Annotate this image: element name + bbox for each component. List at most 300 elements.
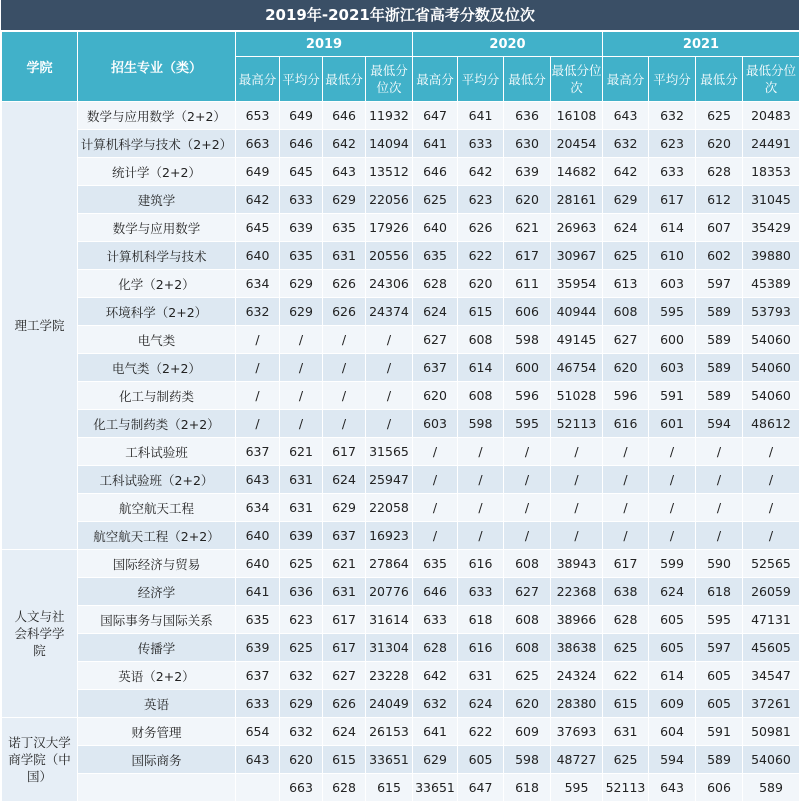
- score-cell: 628: [323, 774, 366, 802]
- score-cell: 654: [236, 718, 280, 746]
- score-cell: 624: [413, 298, 458, 326]
- score-cell: 20776: [366, 578, 413, 606]
- score-cell: 614: [649, 662, 696, 690]
- score-cell: /: [366, 354, 413, 382]
- score-cell: /: [236, 382, 280, 410]
- score-cell: 626: [323, 690, 366, 718]
- score-cell: 632: [413, 690, 458, 718]
- metric-header: 最低分: [323, 57, 366, 102]
- table-row: [2, 466, 800, 494]
- score-cell: 614: [458, 354, 504, 382]
- metric-header: 最低分位次: [551, 57, 603, 102]
- major-cell: 国际事务与国际关系: [78, 606, 236, 634]
- score-cell: 54060: [743, 326, 800, 354]
- table-row: [2, 578, 800, 606]
- score-cell: /: [551, 522, 603, 550]
- score-cell: /: [236, 410, 280, 438]
- score-cell: 625: [603, 242, 649, 270]
- metric-header: 平均分: [649, 57, 696, 102]
- score-cell: 608: [458, 326, 504, 354]
- score-cell: 618: [458, 606, 504, 634]
- score-cell: 589: [696, 326, 743, 354]
- score-cell: 589: [696, 382, 743, 410]
- score-cell: 609: [649, 690, 696, 718]
- score-cell: 620: [504, 186, 551, 214]
- score-cell: 617: [323, 606, 366, 634]
- score-cell: /: [649, 438, 696, 466]
- score-cell: /: [603, 494, 649, 522]
- score-cell: 31304: [366, 634, 413, 662]
- score-cell: 632: [603, 130, 649, 158]
- score-cell: 638: [603, 578, 649, 606]
- score-cell: /: [504, 522, 551, 550]
- score-cell: 616: [603, 410, 649, 438]
- score-cell: 639: [280, 214, 323, 242]
- score-cell: 622: [458, 718, 504, 746]
- score-cell: /: [649, 494, 696, 522]
- score-cell: 642: [323, 130, 366, 158]
- score-cell: 45605: [743, 634, 800, 662]
- score-cell: 628: [603, 606, 649, 634]
- score-cell: 640: [413, 214, 458, 242]
- score-cell: 53793: [743, 298, 800, 326]
- score-cell: 620: [603, 354, 649, 382]
- score-cell: 629: [413, 746, 458, 774]
- table-row: [2, 130, 800, 158]
- score-cell: 28380: [551, 690, 603, 718]
- score-cell: 618: [504, 774, 551, 802]
- score-cell: 621: [323, 550, 366, 578]
- major-cell: 建筑学: [78, 186, 236, 214]
- score-cell: 601: [649, 410, 696, 438]
- score-cell: 621: [504, 214, 551, 242]
- metric-header: 最低分位次: [366, 57, 413, 102]
- score-cell: 627: [603, 326, 649, 354]
- metric-header: 最高分: [413, 57, 458, 102]
- score-cell: /: [236, 354, 280, 382]
- score-cell: 613: [603, 270, 649, 298]
- score-cell: /: [236, 326, 280, 354]
- score-cell: 635: [413, 242, 458, 270]
- major-cell: 英语（2+2）: [78, 662, 236, 690]
- table-body: [2, 102, 800, 802]
- score-cell: 611: [504, 270, 551, 298]
- score-cell: 33651: [413, 774, 458, 802]
- score-cell: /: [603, 522, 649, 550]
- score-cell: 605: [696, 690, 743, 718]
- score-cell: 639: [504, 158, 551, 186]
- score-cell: /: [649, 522, 696, 550]
- score-cell: 38966: [551, 606, 603, 634]
- score-cell: /: [366, 410, 413, 438]
- score-cell: 629: [603, 186, 649, 214]
- score-cell: 615: [366, 774, 413, 802]
- score-cell: /: [366, 326, 413, 354]
- score-cell: /: [458, 494, 504, 522]
- score-cell: /: [458, 438, 504, 466]
- score-cell: 626: [458, 214, 504, 242]
- score-cell: 31614: [366, 606, 413, 634]
- score-cell: 46754: [551, 354, 603, 382]
- score-cell: 643: [323, 158, 366, 186]
- table-row: [2, 158, 800, 186]
- major-cell: 传播学: [78, 634, 236, 662]
- score-cell: 33651: [366, 746, 413, 774]
- score-cell: 632: [280, 718, 323, 746]
- table-row: [2, 634, 800, 662]
- score-cell: /: [743, 494, 800, 522]
- score-cell: 605: [458, 746, 504, 774]
- score-cell: 605: [649, 634, 696, 662]
- table-row: [2, 718, 800, 746]
- score-cell: 608: [504, 606, 551, 634]
- score-cell: /: [603, 438, 649, 466]
- score-cell: /: [280, 354, 323, 382]
- score-cell: 633: [458, 578, 504, 606]
- score-cell: 631: [280, 494, 323, 522]
- major-cell: 航空航天工程: [78, 494, 236, 522]
- score-cell: 616: [458, 634, 504, 662]
- score-cell: /: [323, 410, 366, 438]
- score-cell: 624: [323, 466, 366, 494]
- score-cell: 595: [504, 410, 551, 438]
- major-cell: 经济学: [78, 578, 236, 606]
- score-cell: 633: [458, 130, 504, 158]
- score-cell: /: [551, 466, 603, 494]
- score-cell: 615: [603, 690, 649, 718]
- score-cell: /: [504, 494, 551, 522]
- score-cell: 620: [458, 270, 504, 298]
- score-cell: 626: [323, 298, 366, 326]
- score-cell: /: [696, 438, 743, 466]
- metric-header: 最低分: [696, 57, 743, 102]
- score-cell: 54060: [743, 746, 800, 774]
- score-cell: 605: [696, 662, 743, 690]
- score-cell: 632: [280, 662, 323, 690]
- score-cell: 603: [649, 354, 696, 382]
- table-row: [2, 270, 800, 298]
- score-cell: 663: [280, 774, 323, 802]
- score-cell: 640: [236, 522, 280, 550]
- score-cell: 25947: [366, 466, 413, 494]
- score-cell: 600: [504, 354, 551, 382]
- score-cell: /: [280, 326, 323, 354]
- major-cell: 英语: [78, 690, 236, 718]
- table-row: [2, 186, 800, 214]
- metric-header: 平均分: [280, 57, 323, 102]
- score-cell: 606: [696, 774, 743, 802]
- score-cell: 641: [413, 130, 458, 158]
- score-cell: 623: [458, 186, 504, 214]
- major-cell: 统计学（2+2）: [78, 158, 236, 186]
- table-row: [2, 102, 800, 130]
- score-cell: 625: [413, 186, 458, 214]
- score-cell: 643: [236, 466, 280, 494]
- score-cell: 617: [649, 186, 696, 214]
- score-cell: 591: [696, 718, 743, 746]
- table-row: [2, 438, 800, 466]
- score-cell: 602: [696, 242, 743, 270]
- score-cell: 615: [323, 746, 366, 774]
- score-cell: 637: [323, 522, 366, 550]
- score-cell: 640: [236, 242, 280, 270]
- score-cell: 629: [280, 298, 323, 326]
- score-cell: 597: [696, 270, 743, 298]
- score-cell: 634: [236, 494, 280, 522]
- score-cell: 11932: [366, 102, 413, 130]
- college-cell-empty: [78, 774, 236, 802]
- score-cell: 623: [280, 606, 323, 634]
- major-cell: 电气类: [78, 326, 236, 354]
- table-row: [2, 690, 800, 718]
- score-cell: 635: [280, 242, 323, 270]
- score-cell: 590: [696, 550, 743, 578]
- score-cell: 45389: [743, 270, 800, 298]
- score-cell: 596: [603, 382, 649, 410]
- score-cell: 631: [323, 242, 366, 270]
- score-cell: 18353: [743, 158, 800, 186]
- score-cell: 636: [504, 102, 551, 130]
- table-title: 2019年-2021年浙江省高考分数及位次: [1, 0, 799, 31]
- score-cell: 623: [649, 130, 696, 158]
- score-cell: 627: [323, 662, 366, 690]
- score-cell: 28161: [551, 186, 603, 214]
- score-cell: 597: [696, 634, 743, 662]
- metric-header: 最低分: [504, 57, 551, 102]
- score-cell: 608: [504, 634, 551, 662]
- table-row: [2, 606, 800, 634]
- score-cell: 608: [458, 382, 504, 410]
- score-cell: 35429: [743, 214, 800, 242]
- score-cell: 649: [280, 102, 323, 130]
- score-cell: 596: [504, 382, 551, 410]
- score-cell: 616: [458, 550, 504, 578]
- score-cell: 22058: [366, 494, 413, 522]
- score-cell: /: [504, 438, 551, 466]
- score-cell: 663: [236, 130, 280, 158]
- score-cell: 37693: [551, 718, 603, 746]
- score-cell: 605: [649, 606, 696, 634]
- score-cell: 625: [603, 634, 649, 662]
- score-cell: 31565: [366, 438, 413, 466]
- major-cell: 化工与制药类（2+2）: [78, 410, 236, 438]
- score-cell: 595: [649, 298, 696, 326]
- score-cell: 625: [696, 102, 743, 130]
- table-row: [2, 522, 800, 550]
- score-cell: 649: [236, 158, 280, 186]
- major-cell: 化学（2+2）: [78, 270, 236, 298]
- table-row: [2, 746, 800, 774]
- score-cell: 653: [236, 102, 280, 130]
- score-cell: 629: [323, 186, 366, 214]
- score-cell: 647: [413, 102, 458, 130]
- major-cell: 工科试验班: [78, 438, 236, 466]
- score-cell: 589: [696, 746, 743, 774]
- score-cell: 17926: [366, 214, 413, 242]
- metric-header: 平均分: [458, 57, 504, 102]
- score-cell: 625: [504, 662, 551, 690]
- score-cell: 608: [603, 298, 649, 326]
- score-cell: 608: [504, 550, 551, 578]
- score-cell: 34547: [743, 662, 800, 690]
- score-cell: 589: [696, 298, 743, 326]
- score-cell: 646: [413, 578, 458, 606]
- score-cell: 639: [236, 634, 280, 662]
- table-row: [2, 326, 800, 354]
- score-cell: 624: [323, 718, 366, 746]
- score-cell: 52565: [743, 550, 800, 578]
- table-row: [2, 214, 800, 242]
- score-cell: 22368: [551, 578, 603, 606]
- score-cell: /: [504, 466, 551, 494]
- metric-header: 最低分位次: [743, 57, 800, 102]
- college-cell: 理工学院: [2, 102, 78, 550]
- table-row: [2, 354, 800, 382]
- score-cell: 632: [236, 298, 280, 326]
- score-cell: 642: [236, 186, 280, 214]
- score-cell: /: [323, 326, 366, 354]
- major-cell: 环境科学（2+2）: [78, 298, 236, 326]
- score-cell: 600: [649, 326, 696, 354]
- major-cell: 电气类（2+2）: [78, 354, 236, 382]
- score-cell: 639: [280, 522, 323, 550]
- score-cell: /: [649, 466, 696, 494]
- score-cell: 591: [649, 382, 696, 410]
- major-cell: 工科试验班（2+2）: [78, 466, 236, 494]
- score-cell: /: [323, 354, 366, 382]
- table-row: [2, 494, 800, 522]
- major-cell: 数学与应用数学（2+2）: [78, 102, 236, 130]
- major-cell: 化工与制药类: [78, 382, 236, 410]
- score-cell: 589: [696, 354, 743, 382]
- score-cell: 595: [551, 774, 603, 802]
- score-cell: 603: [413, 410, 458, 438]
- college-cell: 人文与社会科学学院: [2, 550, 78, 718]
- score-cell: 14094: [366, 130, 413, 158]
- table-row: [2, 298, 800, 326]
- score-cell: 22056: [366, 186, 413, 214]
- score-cell: /: [280, 382, 323, 410]
- score-cell: 49145: [551, 326, 603, 354]
- table-row: [2, 382, 800, 410]
- major-cell: 计算机科学与技术: [78, 242, 236, 270]
- score-cell: 50981: [743, 718, 800, 746]
- score-cell: /: [696, 494, 743, 522]
- score-cell: 646: [323, 102, 366, 130]
- score-cell: 628: [413, 634, 458, 662]
- score-cell: 604: [649, 718, 696, 746]
- year-header-2019: 2019: [236, 32, 413, 57]
- score-cell: 48612: [743, 410, 800, 438]
- score-cell: 647: [458, 774, 504, 802]
- score-cell: 618: [696, 578, 743, 606]
- score-cell: 589: [743, 774, 800, 802]
- score-cell: 620: [696, 130, 743, 158]
- score-cell: 610: [649, 242, 696, 270]
- score-cell: 633: [236, 690, 280, 718]
- table-row: [2, 662, 800, 690]
- score-cell: 633: [280, 186, 323, 214]
- major-cell: [236, 774, 280, 802]
- score-cell: 641: [413, 718, 458, 746]
- score-cell: /: [413, 466, 458, 494]
- score-cell: 625: [280, 550, 323, 578]
- score-cell: 621: [280, 438, 323, 466]
- major-cell: 国际经济与贸易: [78, 550, 236, 578]
- score-cell: /: [551, 438, 603, 466]
- metric-header: 最高分: [236, 57, 280, 102]
- score-cell: 20556: [366, 242, 413, 270]
- score-cell: 24324: [551, 662, 603, 690]
- score-cell: 645: [280, 158, 323, 186]
- score-cell: 625: [603, 746, 649, 774]
- score-cell: 631: [323, 578, 366, 606]
- score-cell: 642: [458, 158, 504, 186]
- score-cell: 625: [280, 634, 323, 662]
- score-cell: 617: [323, 438, 366, 466]
- college-cell: 诺丁汉大学商学院（中国）: [2, 718, 78, 802]
- score-cell: /: [458, 466, 504, 494]
- score-cell: 643: [649, 774, 696, 802]
- year-header-2021: 2021: [603, 32, 800, 57]
- major-header: 招生专业（类）: [78, 32, 236, 102]
- score-cell: /: [458, 522, 504, 550]
- score-cell: /: [280, 410, 323, 438]
- score-cell: 641: [458, 102, 504, 130]
- score-cell: 598: [504, 746, 551, 774]
- score-cell: /: [413, 522, 458, 550]
- score-cell: 628: [696, 158, 743, 186]
- score-cell: 629: [280, 690, 323, 718]
- score-cell: 24049: [366, 690, 413, 718]
- score-cell: /: [743, 466, 800, 494]
- score-cell: 38638: [551, 634, 603, 662]
- score-cell: 646: [280, 130, 323, 158]
- score-cell: 637: [236, 438, 280, 466]
- score-cell: 30967: [551, 242, 603, 270]
- score-cell: 594: [696, 410, 743, 438]
- table-row: [2, 774, 800, 802]
- score-cell: 637: [236, 662, 280, 690]
- score-cell: 24491: [743, 130, 800, 158]
- score-cell: 606: [504, 298, 551, 326]
- score-cell: 646: [413, 158, 458, 186]
- score-cell: /: [413, 438, 458, 466]
- score-cell: 620: [504, 690, 551, 718]
- score-cell: 614: [649, 214, 696, 242]
- score-cell: 631: [458, 662, 504, 690]
- score-cell: 620: [413, 382, 458, 410]
- score-cell: 35954: [551, 270, 603, 298]
- score-cell: 624: [603, 214, 649, 242]
- score-cell: /: [603, 466, 649, 494]
- score-cell: 54060: [743, 382, 800, 410]
- year-header-2020: 2020: [413, 32, 603, 57]
- score-cell: 14682: [551, 158, 603, 186]
- score-cell: 624: [649, 578, 696, 606]
- score-cell: 40944: [551, 298, 603, 326]
- score-cell: 634: [236, 270, 280, 298]
- score-cell: 628: [413, 270, 458, 298]
- score-cell: /: [366, 382, 413, 410]
- table-row: [2, 242, 800, 270]
- major-cell: 数学与应用数学: [78, 214, 236, 242]
- score-cell: 38943: [551, 550, 603, 578]
- score-cell: 20483: [743, 102, 800, 130]
- score-cell: 603: [649, 270, 696, 298]
- score-cell: 595: [696, 606, 743, 634]
- table-row: [2, 410, 800, 438]
